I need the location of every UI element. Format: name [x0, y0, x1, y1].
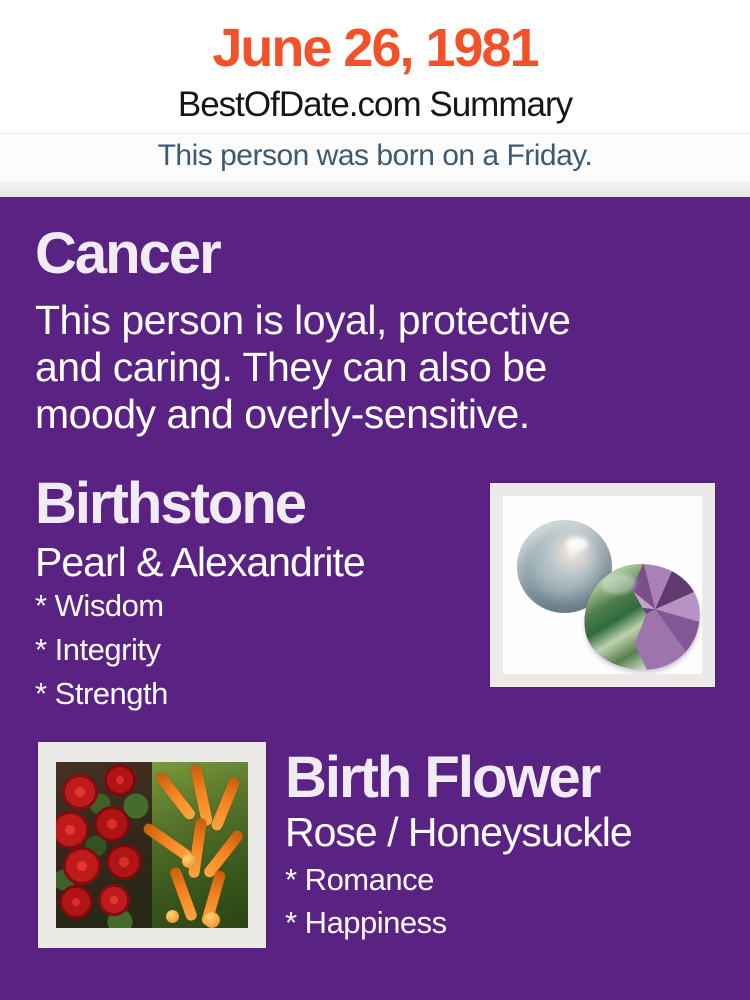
header — [0, 0, 750, 181]
honeysuckle-petal-shape — [210, 776, 241, 832]
birth-flower-heading: Birth Flower — [285, 745, 600, 810]
honeysuckle-petal-shape — [154, 771, 197, 822]
born-day-line: This person was born on a Friday. — [0, 133, 750, 181]
divider-band — [0, 181, 750, 197]
honeysuckle-bud-shape — [182, 854, 196, 868]
zodiac-sign-heading: Cancer — [35, 221, 220, 286]
birthstone-photo-frame — [490, 483, 715, 687]
birth-flower-trait: * Romance — [285, 862, 434, 897]
rose-and-honeysuckle-photo — [56, 762, 248, 928]
birthstone-heading: Birthstone — [35, 471, 305, 536]
birth-flower-trait: * Happiness — [285, 905, 447, 940]
birth-flower-photo-frame — [38, 742, 266, 948]
pearl-and-alexandrite-photo — [503, 496, 702, 674]
honeysuckle-bud-shape — [204, 912, 220, 928]
red-roses-image — [56, 762, 152, 928]
zodiac-description-line: This person is loyal, protective — [35, 297, 571, 343]
birthstone-names: Pearl & Alexandrite — [35, 539, 365, 585]
birth-flower-names: Rose / Honeysuckle — [285, 809, 632, 855]
birthstone-trait: * Wisdom — [35, 588, 164, 623]
birthstone-trait: * Strength — [35, 676, 168, 711]
date-title: June 26, 1981 — [212, 18, 538, 78]
alexandrite-gem-image — [579, 558, 702, 674]
honeysuckle-image — [152, 762, 248, 928]
honeysuckle-bud-shape — [166, 910, 179, 923]
zodiac-description — [35, 297, 725, 438]
birthstone-trait: * Integrity — [35, 632, 161, 667]
zodiac-description-line: moody and overly-sensitive. — [35, 391, 530, 437]
main-section — [0, 197, 750, 1000]
site-summary-title: BestOfDate.com Summary — [177, 85, 573, 124]
zodiac-description-line: and caring. They can also be — [35, 344, 547, 390]
